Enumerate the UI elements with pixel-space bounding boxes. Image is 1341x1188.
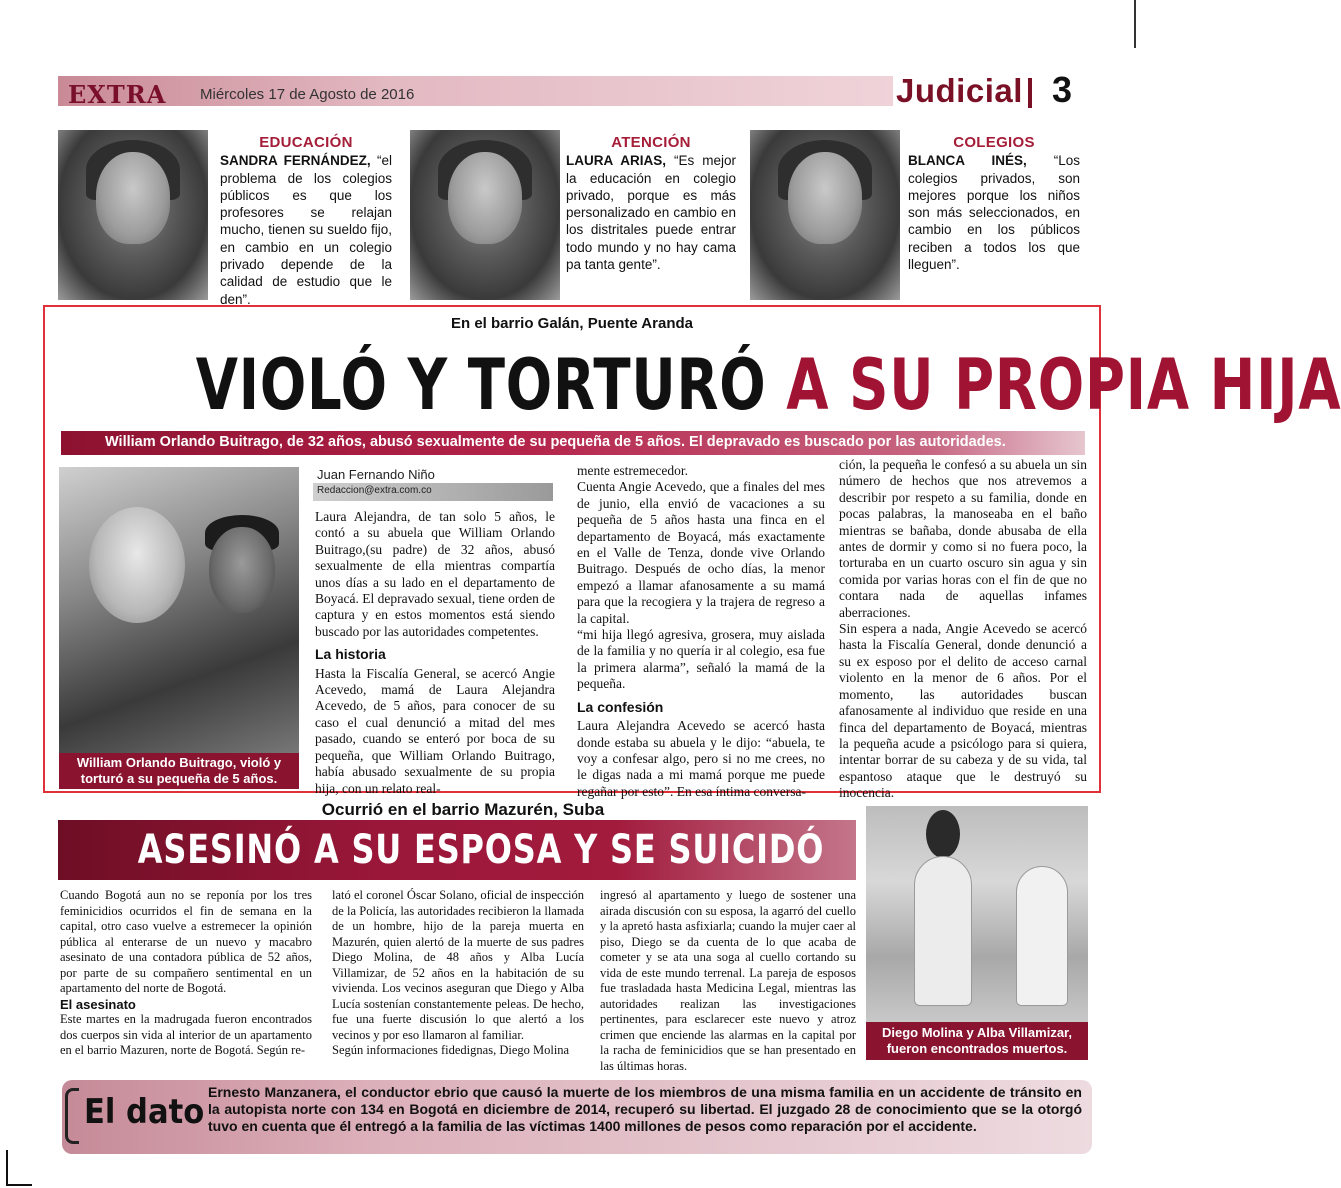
article-column <box>315 509 555 797</box>
newspaper-logo: EXTRA <box>68 80 167 109</box>
article-paragraph: Cuando Bogotá aun no se reponía por los tres feminicidios ocurridos el fin de semana en la capital, otro caso vuelve a estremecer la opinión pública al enterarse de un nuevo y macabro asesinato de una contadora pública de 52 años, por parte de su compañero sentimental en un apartamento del norte de Bogotá. <box>60 888 312 995</box>
opinion-card <box>750 130 1086 300</box>
article-paragraph: Según informaciones fidedignas, Diego Molina <box>332 1043 570 1057</box>
article-column <box>600 888 856 1074</box>
portrait-photo <box>750 130 900 300</box>
el-dato-box <box>62 1080 1092 1154</box>
portrait-photo <box>58 130 208 300</box>
headline-bar <box>58 820 856 880</box>
bracket-ornament <box>65 1088 79 1144</box>
face-shape <box>96 152 170 244</box>
article-paragraph: Cuenta Angie Acevedo, que a finales del mes de junio, ella envió de vacaciones a su pequeña de 5 años hasta una finca en el departamento de Boyacá, más exactamente en el Valle de Tenza, donde vive Orlando Buitrago. Después de ocho días, la menor empezó a llamar afanosamente a su mamá para que la recogiera y la trajera de regreso a la capital. <box>577 479 825 626</box>
headline-black: VIOLÓ Y TORTURÓ <box>195 344 767 426</box>
section-title: Judicial <box>896 72 1023 109</box>
photo-caption: Diego Molina y Alba Villamizar, fueron encontrados muertos. <box>866 1022 1088 1060</box>
article-paragraph: ingresó al apartamento y luego de sostener una airada discusión con su esposa, la agarró del cuello y la apretó hasta asfixiarla; cuando la mujer caer al piso, Diego se da cuenta de lo que acaba de cometer y se ata una soga al cuello cortando su vida de este mundo terrenal. La pareja de esposos fue trasladada hasta Medicina Legal, mientras las autoridades realizan las investigaciones pertinentes, para esclarecer este nuevo y atroz crimen que enciende las alarmas en la capital por la racha de feminicidios que se han presentado en las últimas horas. <box>600 888 856 1073</box>
photo-caption: William Orlando Buitrago, violó y torturó a su pequeña de 5 años. <box>59 753 299 789</box>
article-column <box>577 463 825 800</box>
opinion-quote: “el problema de los colegios públicos es que los profesores se relajan mucho, tienen su sueldo fijo, en cambio en un colegio privado depende de la calidad de estudio que le den”. <box>220 153 392 307</box>
article-paragraph: Laura Alejandra, de tan solo 5 años, le contó a su abuela que William Orlando Buitrago,(su padre) de 32 años, abusó sexualmente de ella mientras compartía unos días a su lado en el departamento de Boyacá. El depravado sexual, tiene orden de captura y en estos momentos está siendo buscado por las autoridades competentes. <box>315 509 555 639</box>
subhead-bar <box>61 431 1085 455</box>
opinion-name: SANDRA FERNÁNDEZ, <box>220 153 371 169</box>
story-kicker: En el barrio Galán, Puente Aranda <box>450 315 693 332</box>
face-shape <box>448 152 522 244</box>
forensic-suit-shape <box>914 856 972 1006</box>
story-headline: ASESINÓ A SU ESPOSA Y SE SUICIDÓ <box>137 827 825 873</box>
opinion-text <box>566 134 736 273</box>
face-shape <box>788 152 862 244</box>
opinion-text <box>908 134 1080 273</box>
portrait-photo <box>410 130 560 300</box>
article-paragraph: “mi hija llegó agresiva, grosera, muy aislada de la familia y no quería ir al colegio, esa fue la primera alarma”, señaló la mamá de la pequeña. <box>577 627 825 692</box>
opinion-strip <box>58 130 1088 307</box>
opinion-name: BLANCA INÉS, <box>908 153 1027 169</box>
opinion-topic: ATENCIÓN <box>611 134 691 151</box>
page-number: 3 <box>1052 69 1073 110</box>
scan-edge-rule <box>1134 0 1136 48</box>
masthead <box>58 69 1088 112</box>
helmet-shape <box>926 810 960 858</box>
opinion-text <box>220 134 392 308</box>
section-heading: El asesinato <box>60 996 136 1012</box>
section-divider <box>1028 78 1032 108</box>
opinion-card <box>58 130 398 307</box>
email-bar <box>313 483 553 501</box>
story-photo <box>866 806 1088 1022</box>
opinion-topic: COLEGIOS <box>953 134 1035 151</box>
story-photo <box>59 467 299 753</box>
section-heading: La confesión <box>577 698 664 715</box>
story-subhead: William Orlando Buitrago, de 32 años, abusó sexualmente de su pequeña de 5 años. El depravado es buscado por las autoridades. <box>105 434 1006 450</box>
story-headline <box>195 341 1341 429</box>
masthead-bar <box>58 76 893 109</box>
headline-red: A SU PROPIA HIJA <box>786 344 1341 426</box>
el-dato-text: Ernesto Manzanera, el conductor ebrio que causó la muerte de los miembros de una misma familia en un accidente de tránsito en la autopista norte con 134 en Bogotá en diciembre de 2014, recuperó su libertad. El juzgado 28 de conocimiento que se la otorgó tuvo en cuenta que él entregó a la familia de las víctimas 1400 millones de pesos como reparación por el accidente. <box>208 1084 1082 1134</box>
story-kicker: Ocurrió en el barrio Mazurén, Suba <box>321 800 605 819</box>
crop-mark <box>6 1150 8 1186</box>
main-story <box>43 305 1341 801</box>
article-paragraph: Laura Alejandra Acevedo se acercó hasta donde estaba su abuela y le dijo: “abuela, te voy a confesar algo, pero si no me crees, no le digas nada a mi mamá porque me puede regañar por esto”. En esa íntima conversa- <box>577 718 825 799</box>
article-paragraph: ción, la pequeña le confesó a su abuela un sin número de hechos que nos atrevemos a describir por respeto a su familia, donde en pocas palabras, la manoseaba en el baño mientras se bañaba, donde abusaba de ella antes de dormir y como si no fuera poco, la torturaba en un cuarto oscuro sin agua y sin comida por varias horas con el fin de que no contara nada de aquellas infames aberraciones. <box>839 457 1087 620</box>
article-column <box>332 888 584 1059</box>
crop-mark <box>6 1184 32 1186</box>
article-column <box>839 457 1087 802</box>
article-paragraph: mente estremecedor. <box>577 463 688 478</box>
face-shape <box>209 527 275 613</box>
byline: Juan Fernando Niño <box>317 467 435 482</box>
article-paragraph: Hasta la Fiscalía General, se acercó Angie Acevedo, mamá de Laura Alejandra Acevedo, de 5 años, para conocer de su caso el cual denunció a mitad del mes pasado, cuando se enteró por boca de su pequeña, que William Orlando Buitrago, había abusado sexualmente de su propia hija, con un relato real- <box>315 665 555 796</box>
author-email: Redaccion@extra.com.co <box>317 485 432 496</box>
issue-date: Miércoles 17 de Agosto de 2016 <box>200 86 415 103</box>
opinion-topic: EDUCACIÓN <box>259 134 353 151</box>
article-paragraph: Sin espera a nada, Angie Acevedo se acercó hasta la Fiscalía General, donde denunció a su ex esposo por el delito de acceso carnal violento en la menor de 6 años. Por el momento, las autoridades buscan afanosamente al individuo que reside en una finca del departamento de Boyacá, mientras la pequeña acude a psicólogo para si quiera, intentar borrar de su cabeza y de su vida, tal espantoso ataque que le destruyó su inocencia. <box>839 621 1087 801</box>
blurred-child-shape <box>89 507 185 623</box>
section-heading: La historia <box>315 646 386 663</box>
opinion-name: LAURA ARIAS, <box>566 153 666 169</box>
article-column <box>60 888 312 1059</box>
forensic-suit-shape <box>1016 866 1068 1006</box>
opinion-card <box>410 130 740 300</box>
el-dato-label: El dato <box>84 1092 205 1132</box>
article-paragraph: lató el coronel Óscar Solano, oficial de inspección de la Policía, las autoridades recibieron la llamada de un hombre, hijo de la pareja muerta en Mazurén, quien alertó de la muerte de sus padres Diego Molina, de 48 años y Alba Lucía Villamizar, de 52 años en la habitación de su vivienda. Los vecinos aseguran que Diego y Alba Lucía sostenían constantemente peleas. De hecho, fue una fuerte discusión lo que alertó a los vecinos y por eso llamaron al familiar. <box>332 888 584 1042</box>
opinion-quote: “Los colegios privados, son mejores porque los niños son más seleccionados, en cambio en los públicos reciben a todos los que lleguen”. <box>908 153 1080 273</box>
article-paragraph: Este martes en la madrugada fueron encontrados dos cuerpos sin vida al interior de un apartamento en el barrio Mazuren, norte de Bogotá. Según re- <box>60 1012 312 1057</box>
opinion-quote: “Es mejor la educación en colegio privado, porque es más personalizado en cambio en los distritales puede entrar todo mundo y no hay cama pa tanta gente”. <box>566 153 736 273</box>
